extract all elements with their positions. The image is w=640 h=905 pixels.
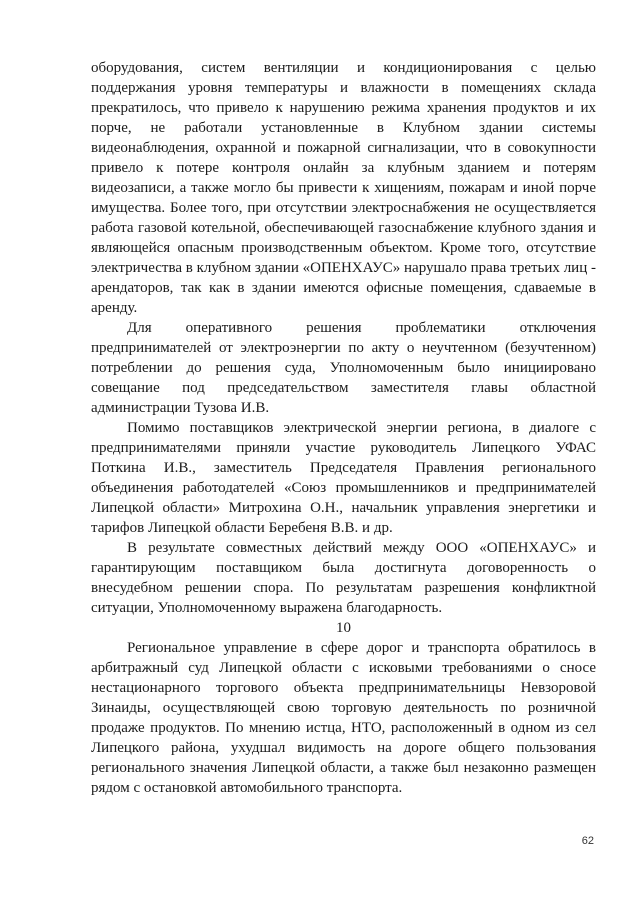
paragraph-continuation: оборудования, систем вентиляции и кондиционирования с целью поддержания уровня температуры и влажности в помещениях склада прекратилось, что привело к нарушению режима хранения продуктов и их порче, не работали установленные в Клубном здании системы видеонаблюдения, охранной и пожарной сигнализации, что в совокупности привело к потере контроля онлайн за клубным зданием и потерям видеозаписи, а также могло бы привести к хищениям, пожарам и иной порче имущества. Более того, при отсутствии электроснабжения не осуществляется работа газовой котельной, обеспечивающей газоснабжение клубного здания и являющейся опасным производственным объектом. Кроме того, отсутствие электричества в клубном здании «ОПЕНХАУС» нарушало права третьих лиц - арендаторов, так как в здании имеются офисные помещения, сдаваемые в аренду.: [91, 60, 596, 316]
paragraph-dialogue-participants: Помимо поставщиков электрической энергии региона, в диалоге с предпринимателями приняли участие руководитель Липецкого УФАС Поткина И.В., заместитель Председателя Правления регионального объединения работодателей «Союз промышленников и предпринимателей Липецкой области» Митрохина О.Н., начальник управления энергетики и тарифов Липецкой области Беребеня В.В. и др.: [91, 420, 596, 536]
paragraph-case-nto: Региональное управление в сфере дорог и транспорта обратилось в арбитражный суд Липецкой области с исковыми требованиями о сносе нестационарного торгового объекта предпринимательницы Невзоровой Зинаиды, осуществляющей свою торговую деятельность по розничной продаже продуктов. По мнению истца, НТО, расположенный в одном из сел Липецкого района, ухудшал видимость на дороге общего пользования регионального значения Липецкой области, а также был незаконно размещен рядом с остановкой автомобильного транспорта.: [91, 640, 596, 796]
paragraph-meeting-initiative: Для оперативного решения проблематики отключения предпринимателей от электроэнергии по акту о неучтенном (безучтенном) потреблении до решения суда, Уполномоченным было инициировано совещание под председательством заместителя главы областной администрации Тузова И.В.: [91, 320, 596, 416]
paragraph-agreement-result: В результате совместных действий между ООО «ОПЕНХАУС» и гарантирующим поставщиком была достигнута договоренность о внесудебном решении спора. По результатам разрешения конфликтной ситуации, Уполномоченному выражена благодарность.: [91, 540, 596, 616]
page-number: 62: [581, 835, 594, 847]
document-page: [91, 58, 596, 798]
case-number: 10: [336, 620, 351, 636]
